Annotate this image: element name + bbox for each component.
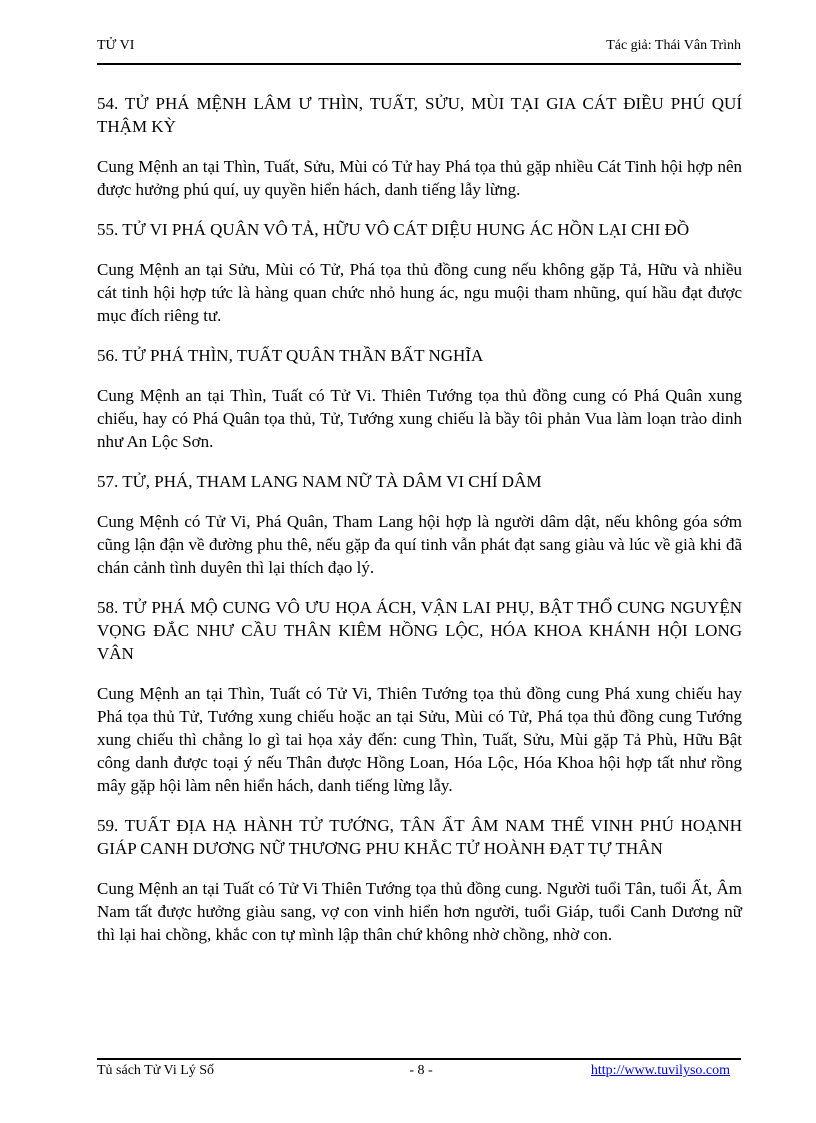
section-title: 54. TỬ PHÁ MỆNH LÂM Ư THÌN, TUẤT, SỬU, MÙI TẠI GIA CÁT ĐIỀU PHÚ QUÍ THẬM KỲ [97, 94, 742, 136]
footer-book-title: Tủ sách Tử Vi Lý Số [97, 1063, 215, 1078]
section-paragraph: Cung Mệnh có Tử Vi, Phá Quân, Tham Lang hội hợp là người dâm dật, nếu không góa sớm cũng lận đận về đường phu thê, nếu gặp đa quí tinh vẫn phát đạt sang giàu và lúc về già khi đã chán cảnh tình duyên thì lại thích đạo lý. [97, 512, 742, 577]
header-author: Tác giả: Thái Vân Trình [606, 38, 741, 53]
section-title: 58. TỬ PHÁ MỘ CUNG VÔ ƯU HỌA ÁCH, VẬN LAI PHỤ, BẬT THỔ CUNG NGUYỆN VỌNG ĐẮC NHƯ CẦU THÂN KIÊM HỒNG LỘC, HÓA KHOA KHÁNH HỘI LONG VÂN [97, 598, 742, 663]
page-number: - 8 - [409, 1063, 433, 1078]
section-paragraph: Cung Mệnh an tại Thìn, Tuất có Tử Vi, Thiên Tướng tọa thủ đồng cung Phá xung chiếu hay Phá tọa thủ Tử, Tướng xung chiếu hoặc an tại Sửu, Mùi có Tử, Phá tọa thủ đồng cung Tướng xung chiếu thì chẳng lo gì tai họa xảy đến: cung Thìn, Tuất, Sửu, Mùi gặp Tả Phù, Hữu Bật công danh được toại ý nếu Thân được Hồng Loan, Hóa Lộc, Hóa Khoa hội hợp tất như rồng mây gặp hội làm nên hiển hách, danh tiếng lừng lẫy. [97, 684, 742, 795]
section-paragraph: Cung Mệnh an tại Tuất có Tử Vi Thiên Tướng tọa thủ đồng cung. Người tuổi Tân, tuổi Ất, Âm Nam tất được hưởng giàu sang, vợ con vinh hiển hơn người, tuổi Giáp, tuổi Canh Dương nữ thì lại hai chồng, khắc con tự mình lập thân chứ không nhờ chồng, nhờ con. [97, 879, 742, 944]
section-title: 59. TUẤT ĐỊA HẠ HÀNH TỬ TƯỚNG, TÂN ẤT ÂM NAM THẾ VINH PHÚ HOẠNH GIÁP CANH DƯƠNG NỮ THƯƠNG PHU KHẮC TỬ HOÀNH ĐẠT TỰ THÂN [97, 816, 742, 858]
section-57 [97, 470, 742, 579]
section-title: 55. TỬ VI PHÁ QUÂN VÔ TẢ, HỮU VÔ CÁT DIỆU HUNG ÁC HỒN LẠI CHI ĐỒ [97, 220, 690, 239]
section-paragraph: Cung Mệnh an tại Thìn, Tuất, Sửu, Mùi có Tử hay Phá tọa thủ gặp nhiều Cát Tinh hội hợp nên được hưởng phú quí, uy quyền hiển hách, danh tiếng lẫy lừng. [97, 157, 742, 199]
section-paragraph: Cung Mệnh an tại Sửu, Mùi có Tử, Phá tọa thủ đồng cung nếu không gặp Tả, Hữu và nhiều cát tinh hội hợp tức là hàng quan chức nhỏ hung ác, ngu muội tham nhũng, quí hầu đạt được mục đích riêng tư. [97, 260, 742, 325]
section-title: 56. TỬ PHÁ THÌN, TUẤT QUÂN THẦN BẤT NGHĨA [97, 346, 484, 365]
footer-divider [97, 1058, 741, 1060]
header-title: TỬ VI [97, 38, 135, 53]
section-title: 57. TỬ, PHÁ, THAM LANG NAM NỮ TÀ DÂM VI CHÍ DÂM [97, 472, 542, 491]
document-body [97, 92, 742, 963]
section-58 [97, 596, 742, 797]
section-paragraph: Cung Mệnh an tại Thìn, Tuất có Tử Vi. Thiên Tướng tọa thủ đồng cung có Phá Quân xung chiếu, hay có Phá Quân tọa thủ, Tử, Tướng xung chiếu là bầy tôi phản Vua làm loạn trào dinh như An Lộc Sơn. [97, 386, 742, 451]
header-divider [97, 63, 741, 65]
section-54 [97, 92, 742, 201]
section-56 [97, 344, 742, 453]
section-59 [97, 814, 742, 946]
section-55 [97, 218, 742, 327]
footer-website-link[interactable]: http://www.tuvilyso.com [590, 1063, 730, 1078]
